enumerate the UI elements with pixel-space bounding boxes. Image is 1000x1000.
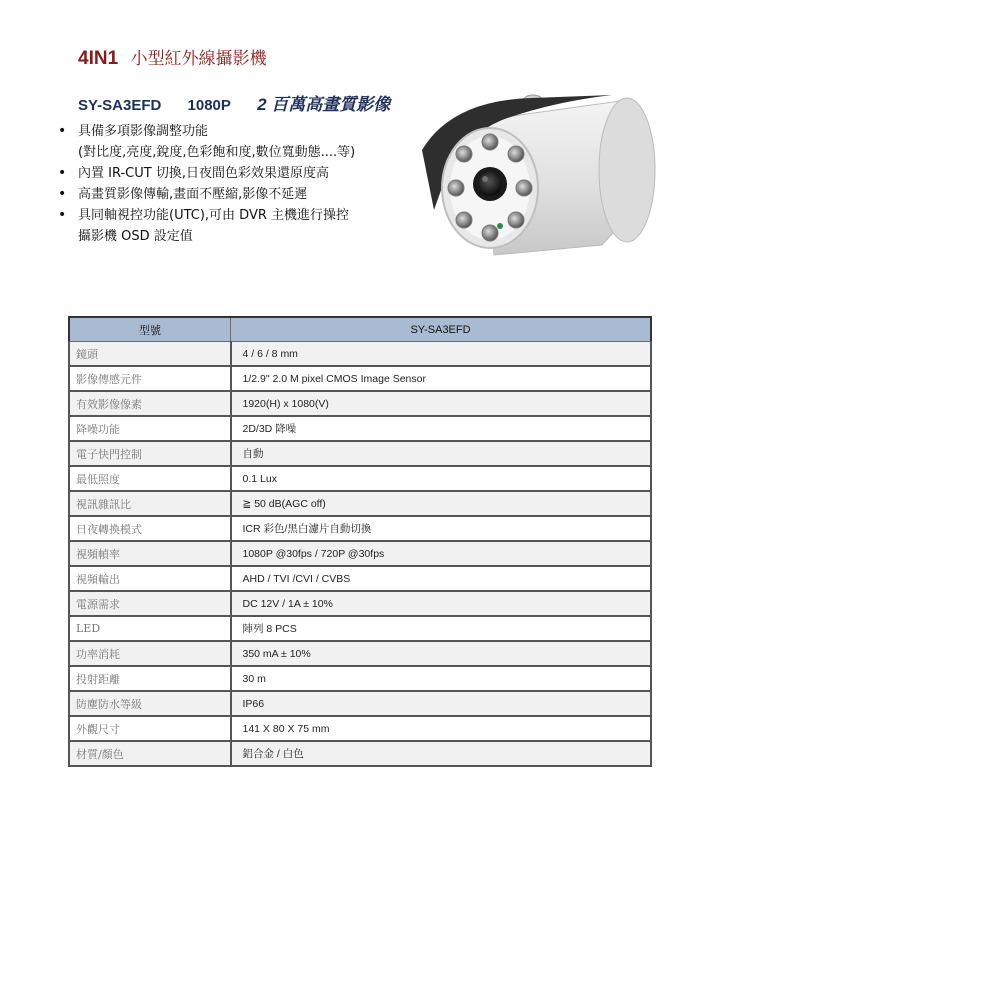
table-header-row xyxy=(69,317,651,342)
feature-item: • 內置 IR-CUT 切換,日夜間色彩效果還原度高 xyxy=(56,163,355,184)
spec-label: 外觀尺寸 xyxy=(69,716,231,741)
page-title xyxy=(78,44,267,70)
model-resolution: 1080P xyxy=(187,97,231,114)
spec-label: 電子快門控制 xyxy=(69,441,231,466)
table-row xyxy=(69,416,651,441)
spec-table xyxy=(68,316,652,767)
spec-label: 鏡頭 xyxy=(69,342,231,367)
feature-item: • 具備多項影像調整功能 (對比度,亮度,銳度,色彩飽和度,數位寬動態....等) xyxy=(56,121,355,163)
spec-value: 30 m xyxy=(231,666,652,691)
feature-list xyxy=(56,121,355,247)
spec-label: 視訊雜訊比 xyxy=(69,491,231,516)
spec-label: 日夜轉換模式 xyxy=(69,516,231,541)
table-row xyxy=(69,616,651,641)
bullet-camera-image xyxy=(412,90,662,260)
table-row xyxy=(69,466,651,491)
table-row xyxy=(69,641,651,666)
feature-item: • 具同軸視控功能(UTC),可由 DVR 主機進行操控 攝影機 OSD 設定值 xyxy=(56,205,355,247)
table-row xyxy=(69,441,651,466)
spec-label: 視頻輸出 xyxy=(69,566,231,591)
spec-value: AHD / TVI /CVI / CVBS xyxy=(231,566,652,591)
title-main: 4IN1 xyxy=(78,48,119,69)
spec-label: 投射距離 xyxy=(69,666,231,691)
header-label: 型號 xyxy=(69,317,231,342)
spec-value: 鋁合金 / 白色 xyxy=(231,741,652,766)
header-value: SY-SA3EFD xyxy=(231,317,652,342)
spec-value: 350 mA ± 10% xyxy=(231,641,652,666)
table-row xyxy=(69,391,651,416)
spec-value: 陣列 8 PCS xyxy=(231,616,652,641)
spec-label: 功率消耗 xyxy=(69,641,231,666)
spec-value: 自動 xyxy=(231,441,652,466)
table-row xyxy=(69,491,651,516)
spec-value: ICR 彩色/黑白濾片自動切換 xyxy=(231,516,652,541)
table-row xyxy=(69,591,651,616)
spec-label: 最低照度 xyxy=(69,466,231,491)
spec-value: IP66 xyxy=(231,691,652,716)
spec-label: 降噪功能 xyxy=(69,416,231,441)
table-row xyxy=(69,741,651,766)
spec-label: LED xyxy=(69,616,231,641)
table-row xyxy=(69,691,651,716)
table-row xyxy=(69,541,651,566)
table-row xyxy=(69,716,651,741)
feature-item: • 高畫質影像傳輸,畫面不壓縮,影像不延遲 xyxy=(56,184,355,205)
table-row xyxy=(69,666,651,691)
table-row xyxy=(69,566,651,591)
spec-label: 影像傳感元件 xyxy=(69,366,231,391)
spec-label: 電源需求 xyxy=(69,591,231,616)
spec-value: 0.1 Lux xyxy=(231,466,652,491)
spec-value: 4 / 6 / 8 mm xyxy=(231,342,652,367)
spec-value: 141 X 80 X 75 mm xyxy=(231,716,652,741)
spec-value: 1920(H) x 1080(V) xyxy=(231,391,652,416)
model-description: 2 百萬高畫質影像 xyxy=(257,95,391,114)
spec-label: 有效影像像素 xyxy=(69,391,231,416)
spec-value: 2D/3D 降噪 xyxy=(231,416,652,441)
spec-label: 防塵防水等級 xyxy=(69,691,231,716)
model-line xyxy=(78,90,412,115)
spec-value: 1080P @30fps / 720P @30fps xyxy=(231,541,652,566)
spec-label: 視頻幀率 xyxy=(69,541,231,566)
spec-label: 材質/顏色 xyxy=(69,741,231,766)
table-row xyxy=(69,366,651,391)
title-sub: 小型紅外線攝影機 xyxy=(130,49,267,69)
table-row xyxy=(69,342,651,367)
spec-value: 1/2.9" 2.0 M pixel CMOS Image Sensor xyxy=(231,366,652,391)
table-row xyxy=(69,516,651,541)
spec-value: ≧ 50 dB(AGC off) xyxy=(231,491,652,516)
model-number: SY-SA3EFD xyxy=(78,97,162,114)
spec-value: DC 12V / 1A ± 10% xyxy=(231,591,652,616)
